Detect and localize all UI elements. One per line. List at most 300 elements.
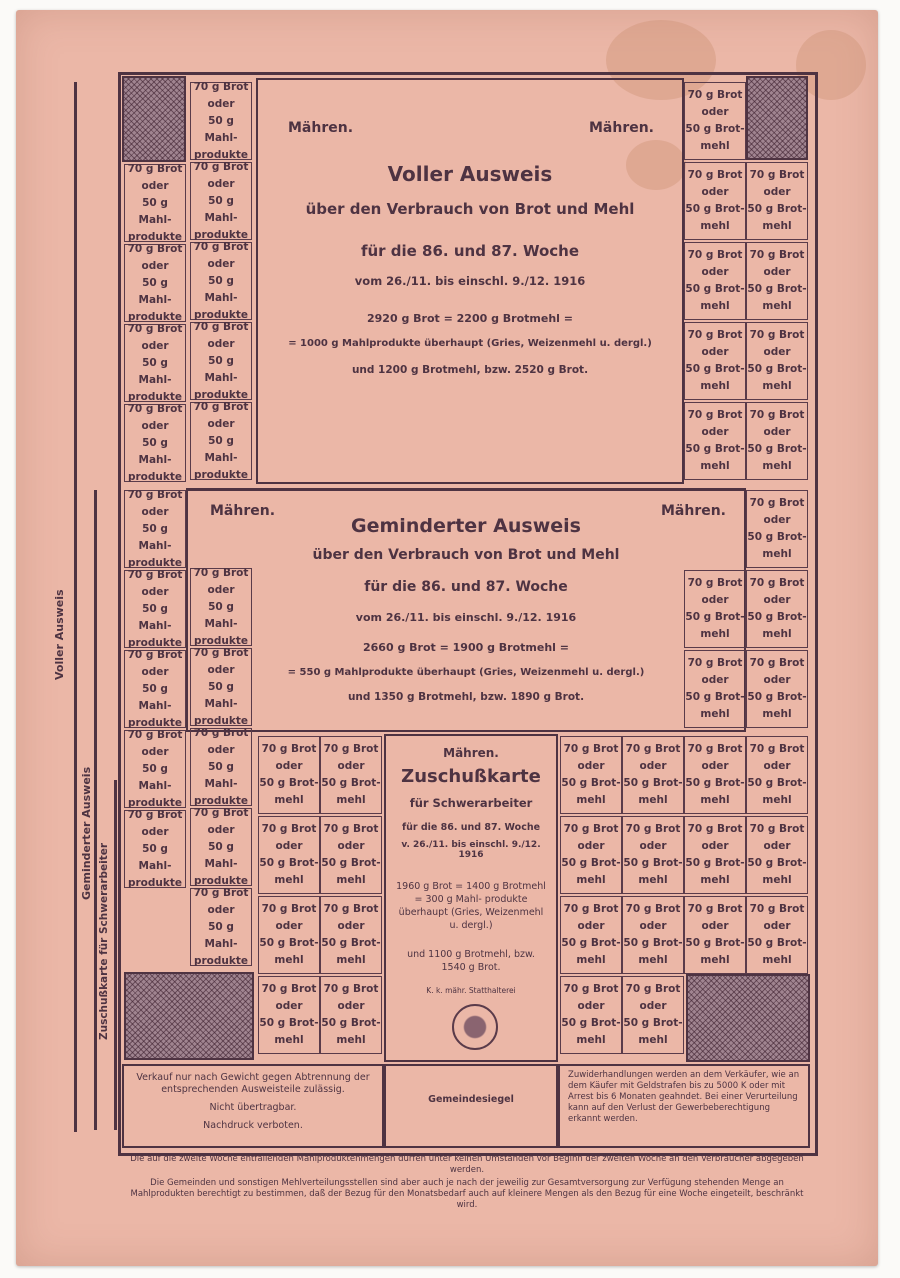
coupon-line: oder [275, 920, 303, 932]
coupon-line: 50 g Brot- [747, 937, 807, 949]
coupon-line: 70 g Brot [323, 743, 379, 755]
coupon-line: 50 g Mahl- [138, 682, 172, 712]
coupon-line: mehl [700, 708, 730, 720]
coupon-line: mehl [700, 300, 730, 312]
hatched-corner-top-left [122, 76, 186, 162]
coupon-line: 70 g Brot [127, 728, 183, 741]
coupon-line: produkte [193, 388, 249, 401]
coupon-line: oder [701, 266, 729, 278]
coupon-line: mehl [762, 954, 792, 966]
coupon-line: oder [141, 339, 169, 352]
coupon-line: 50 g Brot- [685, 777, 745, 789]
coupon-line: oder [701, 760, 729, 772]
footer-municipal-seal [384, 1064, 558, 1148]
coupon-line: mehl [762, 874, 792, 886]
coupon-line: 50 g Brot- [685, 611, 745, 623]
coupon-line: 70 g Brot [749, 329, 805, 341]
coupon-line: 50 g Mahl- [204, 760, 238, 790]
coupon-line: 50 g Mahl- [204, 354, 238, 384]
coupon-line: 70 g Brot [687, 249, 743, 261]
coupon-mehl[interactable] [320, 896, 382, 974]
zuschusskarte-panel [384, 734, 558, 1062]
coupon-line: 70 g Brot [749, 823, 805, 835]
coupon-mehl[interactable] [746, 402, 808, 480]
coupon-line: 50 g Brot- [259, 937, 319, 949]
coupon-line: oder [577, 760, 605, 772]
gemindert-weeks: für die 86. und 87. Woche [364, 579, 568, 595]
coupon-mahl[interactable] [190, 888, 252, 966]
coupon-line: produkte [193, 148, 249, 161]
coupon-mehl[interactable] [258, 896, 320, 974]
coupon-line: oder [577, 840, 605, 852]
coupon-line: oder [763, 266, 791, 278]
coupon-line: 70 g Brot [563, 983, 619, 995]
coupon-mehl[interactable] [684, 650, 746, 728]
coupon-line: 70 g Brot [323, 823, 379, 835]
coupon-line: oder [275, 1000, 303, 1012]
voller-ausweis-panel [256, 78, 684, 484]
coupon-line: 50 g Brot- [747, 203, 807, 215]
coupon-line: oder [141, 745, 169, 758]
coupon-line: 50 g Mahl- [204, 680, 238, 710]
coupon-line: mehl [274, 794, 304, 806]
coupon-line: mehl [762, 794, 792, 806]
coupon-mehl[interactable] [684, 242, 746, 320]
coupon-line: 50 g Brot- [747, 363, 807, 375]
coupon-line: 50 g Mahl- [204, 274, 238, 304]
spine-label-voller: Voller Ausweis [53, 589, 66, 680]
coupon-mahl[interactable] [124, 404, 186, 482]
penalty-notice-text: Zuwiderhandlungen werden an dem Verkäufer, wie an dem Käufer mit Geldstrafen bis zu 5000 K oder mit Arrest bis 6 Monaten geahndet. Bei einer Verurteilung kann auf den Verlust der Gewerbeberechtigung erkannt werden. [568, 1070, 800, 1124]
coupon-line: oder [763, 674, 791, 686]
coupon-line: 70 g Brot [193, 886, 249, 899]
coupon-line: mehl [700, 140, 730, 152]
coupon-mahl[interactable] [124, 810, 186, 888]
coupon-line: 70 g Brot [127, 808, 183, 821]
coupon-mehl[interactable] [320, 976, 382, 1054]
coupon-line: mehl [762, 220, 792, 232]
coupon-line: oder [207, 663, 235, 676]
coupon-line: oder [337, 840, 365, 852]
coupon-line: produkte [127, 636, 183, 649]
voller-amount-1: 2920 g Brot = 2200 g Brotmehl = [367, 312, 573, 325]
coupon-line: 50 g Brot- [623, 1017, 683, 1029]
coupon-line: 50 g Brot- [747, 283, 807, 295]
coupon-mehl[interactable] [560, 976, 622, 1054]
coupon-mehl[interactable] [684, 896, 746, 974]
coupon-mehl[interactable] [560, 816, 622, 894]
coupon-line: oder [763, 426, 791, 438]
coupon-line: 50 g Brot- [747, 691, 807, 703]
coupon-line: oder [701, 920, 729, 932]
region-label: Mähren. [660, 503, 726, 519]
gemindert-period: vom 26./11. bis einschl. 9./12. 1916 [355, 611, 577, 624]
coupon-line: oder [763, 760, 791, 772]
coupon-line: oder [337, 1000, 365, 1012]
eagle-seal-icon [452, 1004, 498, 1050]
coupon-line: 70 g Brot [193, 646, 249, 659]
coupon-mahl[interactable] [190, 322, 252, 400]
coupon-line: 70 g Brot [193, 726, 249, 739]
coupon-mehl[interactable] [746, 162, 808, 240]
coupon-line: oder [141, 825, 169, 838]
coupon-mehl[interactable] [684, 162, 746, 240]
coupon-line: oder [207, 177, 235, 190]
coupon-line: 50 g Brot- [259, 777, 319, 789]
coupon-line: 50 g Mahl- [204, 840, 238, 870]
footer-sale-terms [122, 1064, 384, 1148]
coupon-mehl[interactable] [258, 736, 320, 814]
region-label: Mähren. [288, 120, 354, 136]
coupon-mehl[interactable] [560, 896, 622, 974]
coupon-line: mehl [576, 1034, 606, 1046]
coupon-line: mehl [762, 548, 792, 560]
coupon-line: 70 g Brot [127, 242, 183, 255]
coupon-mahl[interactable] [124, 244, 186, 322]
coupon-line: 50 g Brot- [685, 203, 745, 215]
bottom-notes [124, 1154, 810, 1211]
coupon-line: 70 g Brot [687, 169, 743, 181]
coupon-line: oder [141, 585, 169, 598]
coupon-line: 70 g Brot [193, 80, 249, 93]
coupon-line: 70 g Brot [323, 983, 379, 995]
coupon-line: oder [639, 760, 667, 772]
coupon-line: 50 g Mahl- [138, 436, 172, 466]
coupon-line: 70 g Brot [687, 823, 743, 835]
coupon-mahl[interactable] [124, 570, 186, 648]
coupon-line: oder [701, 840, 729, 852]
coupon-mehl[interactable] [746, 650, 808, 728]
coupon-line: produkte [127, 876, 183, 889]
coupon-line: 70 g Brot [193, 160, 249, 173]
coupon-line: 70 g Brot [127, 402, 183, 415]
hatched-corner-top-right [746, 76, 808, 160]
coupon-line: oder [763, 920, 791, 932]
coupon-line: 70 g Brot [127, 568, 183, 581]
coupon-line: oder [577, 920, 605, 932]
coupon-mahl[interactable] [190, 808, 252, 886]
coupon-line: 70 g Brot [749, 743, 805, 755]
gemindert-amount-3: und 1350 g Brotmehl, bzw. 1890 g Brot. [347, 691, 585, 703]
zuschuss-subtitle: für Schwerarbeiter [409, 796, 533, 810]
coupon-mehl[interactable] [560, 736, 622, 814]
coupon-line: oder [337, 920, 365, 932]
coupon-line: 50 g Mahl- [138, 842, 172, 872]
region-label: Mähren. [210, 503, 276, 519]
coupon-line: 50 g Brot- [321, 857, 381, 869]
coupon-line: 50 g Brot- [623, 777, 683, 789]
coupon-mehl[interactable] [622, 736, 684, 814]
zuschuss-weeks: für die 86. und 87. Woche [401, 822, 541, 833]
coupon-line: oder [639, 920, 667, 932]
region-label: Mähren. [443, 746, 499, 760]
coupon-line: mehl [336, 954, 366, 966]
coupon-line: 50 g Brot- [685, 857, 745, 869]
coupon-line: oder [701, 426, 729, 438]
coupon-line: oder [639, 1000, 667, 1012]
coupon-line: oder [141, 259, 169, 272]
coupon-line: produkte [127, 230, 183, 243]
coupon-line: produkte [127, 796, 183, 809]
coupon-line: 50 g Brot- [561, 777, 621, 789]
coupon-line: mehl [576, 874, 606, 886]
coupon-mehl[interactable] [746, 490, 808, 568]
coupon-line: oder [763, 594, 791, 606]
coupon-line: 50 g Mahl- [138, 522, 172, 552]
coupon-line: 50 g Brot- [561, 857, 621, 869]
coupon-line: mehl [762, 460, 792, 472]
gemindert-subtitle: über den Verbrauch von Brot und Mehl [312, 547, 620, 563]
coupon-line: produkte [127, 470, 183, 483]
coupon-line: oder [207, 97, 235, 110]
coupon-line: oder [701, 346, 729, 358]
bottom-note-1: Die auf die zweite Woche entfallenden Mahlproduktenmengen dürfen unter keinen Umständen vor Beginn der zweiten Woche an den Verbraucher abgegeben werden. [130, 1154, 804, 1175]
coupon-line: 50 g Brot- [747, 531, 807, 543]
coupon-mahl[interactable] [124, 650, 186, 728]
sale-terms-text: Verkauf nur nach Gewicht gegen Abtrennung der entsprechenden Ausweisteile zulässig. [136, 1072, 370, 1095]
coupon-line: 50 g Brot- [685, 691, 745, 703]
coupon-line: 50 g Brot- [747, 611, 807, 623]
coupon-line: 50 g Brot- [685, 937, 745, 949]
coupon-line: mehl [700, 794, 730, 806]
coupon-mehl[interactable] [684, 736, 746, 814]
zuschuss-amounts: 1960 g Brot = 1400 g Brotmehl = 300 g Mahl- produkte überhaupt (Gries, Weizenmehl u. dergl.) [396, 881, 546, 931]
coupon-mehl[interactable] [746, 816, 808, 894]
coupon-line: 50 g Brot- [321, 937, 381, 949]
coupon-line: oder [207, 903, 235, 916]
coupon-line: 70 g Brot [687, 329, 743, 341]
municipal-seal-label: Gemeindesiegel [428, 1094, 514, 1105]
coupon-mehl[interactable] [746, 736, 808, 814]
voller-title: Voller Ausweis [387, 162, 553, 186]
coupon-line: 70 g Brot [625, 983, 681, 995]
coupon-line: mehl [638, 954, 668, 966]
spine-line-1 [74, 82, 77, 1132]
coupon-line: 50 g Brot- [685, 283, 745, 295]
coupon-line: mehl [700, 874, 730, 886]
coupon-line: mehl [576, 954, 606, 966]
coupon-line: produkte [193, 308, 249, 321]
coupon-mahl[interactable] [124, 164, 186, 242]
coupon-line: 70 g Brot [127, 322, 183, 335]
coupon-line: mehl [576, 794, 606, 806]
coupon-line: 50 g Brot- [685, 363, 745, 375]
coupon-line: 50 g Brot- [685, 123, 745, 135]
region-label: Mähren. [588, 120, 654, 136]
coupon-line: 70 g Brot [193, 320, 249, 333]
coupon-line: produkte [193, 228, 249, 241]
coupon-mahl[interactable] [190, 728, 252, 806]
coupon-line: oder [207, 583, 235, 596]
coupon-mehl[interactable] [622, 896, 684, 974]
hatched-block-bottom-right [686, 974, 810, 1062]
coupon-line: 70 g Brot [749, 657, 805, 669]
voller-subtitle: über den Verbrauch von Brot und Mehl [305, 200, 635, 218]
coupon-mehl[interactable] [258, 976, 320, 1054]
coupon-line: mehl [274, 954, 304, 966]
coupon-line: produkte [193, 874, 249, 887]
coupon-line: 50 g Brot- [747, 857, 807, 869]
coupon-line: oder [639, 840, 667, 852]
coupon-line: 70 g Brot [193, 806, 249, 819]
coupon-mahl[interactable] [190, 648, 252, 726]
coupon-mahl[interactable] [190, 82, 252, 160]
coupon-line: 70 g Brot [687, 89, 743, 101]
coupon-line: 50 g Brot- [561, 1017, 621, 1029]
coupon-line: 70 g Brot [261, 983, 317, 995]
coupon-line: 50 g Mahl- [138, 762, 172, 792]
coupon-line: oder [141, 419, 169, 432]
coupon-line: oder [275, 760, 303, 772]
coupon-line: 50 g Brot- [561, 937, 621, 949]
coupon-mahl[interactable] [190, 162, 252, 240]
coupon-mehl[interactable] [746, 896, 808, 974]
coupon-line: oder [577, 1000, 605, 1012]
coupon-line: 50 g Brot- [259, 857, 319, 869]
coupon-mehl[interactable] [622, 816, 684, 894]
coupon-line: produkte [193, 794, 249, 807]
coupon-mahl[interactable] [124, 730, 186, 808]
coupon-line: 50 g Brot- [747, 443, 807, 455]
coupon-line: 70 g Brot [749, 249, 805, 261]
coupon-mehl[interactable] [320, 736, 382, 814]
coupon-mehl[interactable] [258, 816, 320, 894]
coupon-line: produkte [127, 390, 183, 403]
coupon-line: mehl [762, 300, 792, 312]
spine-line-3 [114, 780, 117, 1130]
coupon-line: oder [207, 823, 235, 836]
coupon-line: mehl [700, 628, 730, 640]
coupon-mehl[interactable] [684, 82, 746, 160]
coupon-line: mehl [762, 380, 792, 392]
coupon-line: oder [207, 743, 235, 756]
coupon-line: oder [763, 514, 791, 526]
coupon-line: oder [763, 186, 791, 198]
coupon-line: oder [701, 186, 729, 198]
coupon-line: mehl [336, 1034, 366, 1046]
coupon-mehl[interactable] [746, 242, 808, 320]
coupon-mahl[interactable] [190, 242, 252, 320]
coupon-mahl[interactable] [190, 402, 252, 480]
coupon-line: mehl [638, 1034, 668, 1046]
coupon-line: 50 g Brot- [321, 1017, 381, 1029]
coupon-line: produkte [127, 556, 183, 569]
coupon-line: 70 g Brot [261, 743, 317, 755]
coupon-line: 70 g Brot [323, 903, 379, 915]
coupon-line: 70 g Brot [127, 162, 183, 175]
coupon-line: mehl [762, 708, 792, 720]
footer-penalty-notice [558, 1064, 810, 1148]
zuschuss-title: Zuschußkarte [401, 766, 541, 787]
coupon-line: 70 g Brot [261, 903, 317, 915]
coupon-line: 70 g Brot [687, 743, 743, 755]
coupon-line: 50 g Brot- [623, 857, 683, 869]
coupon-line: 50 g Mahl- [204, 434, 238, 464]
coupon-mahl[interactable] [190, 568, 252, 646]
coupon-line: produkte [193, 954, 249, 967]
coupon-line: mehl [700, 220, 730, 232]
coupon-line: 70 g Brot [749, 409, 805, 421]
coupon-line: mehl [274, 874, 304, 886]
coupon-line: 70 g Brot [749, 903, 805, 915]
coupon-line: 70 g Brot [563, 743, 619, 755]
coupon-line: oder [141, 665, 169, 678]
coupon-line: 70 g Brot [625, 823, 681, 835]
coupon-line: 50 g Brot- [259, 1017, 319, 1029]
coupon-mehl[interactable] [320, 816, 382, 894]
coupon-line: mehl [336, 794, 366, 806]
hatched-block-bottom-left [124, 972, 254, 1060]
coupon-mehl[interactable] [684, 570, 746, 648]
coupon-line: 70 g Brot [127, 488, 183, 501]
voller-amount-3: und 1200 g Brotmehl, bzw. 2520 g Brot. [351, 364, 589, 376]
coupon-line: produkte [193, 634, 249, 647]
coupon-line: 70 g Brot [687, 903, 743, 915]
coupon-line: 50 g Mahl- [204, 114, 238, 144]
coupon-mehl[interactable] [746, 570, 808, 648]
coupon-mahl[interactable] [124, 490, 186, 568]
coupon-line: 70 g Brot [563, 903, 619, 915]
coupon-line: produkte [193, 714, 249, 727]
coupon-line: mehl [336, 874, 366, 886]
coupon-mehl[interactable] [684, 402, 746, 480]
coupon-line: 50 g Mahl- [204, 194, 238, 224]
coupon-line: oder [141, 505, 169, 518]
coupon-line: produkte [127, 716, 183, 729]
coupon-line: oder [207, 337, 235, 350]
coupon-line: oder [207, 417, 235, 430]
coupon-line: 50 g Mahl- [138, 602, 172, 632]
gemindert-amount-1: 2660 g Brot = 1900 g Brotmehl = [363, 641, 569, 654]
coupon-line: oder [337, 760, 365, 772]
coupon-line: 50 g Mahl- [204, 600, 238, 630]
coupon-line: 50 g Brot- [623, 937, 683, 949]
coupon-line: 70 g Brot [687, 577, 743, 589]
coupon-line: mehl [638, 794, 668, 806]
coupon-line: 70 g Brot [193, 566, 249, 579]
spine-label-gemindert: Geminderter Ausweis [80, 766, 93, 900]
coupon-line: mehl [762, 628, 792, 640]
coupon-mehl[interactable] [684, 322, 746, 400]
coupon-line: 50 g Brot- [747, 777, 807, 789]
coupon-line: oder [763, 346, 791, 358]
gemindert-title: Geminderter Ausweis [351, 515, 581, 537]
coupon-line: mehl [700, 380, 730, 392]
coupon-line: produkte [127, 310, 183, 323]
coupon-line: oder [701, 594, 729, 606]
coupon-mahl[interactable] [124, 324, 186, 402]
coupon-line: 50 g Mahl- [138, 276, 172, 306]
coupon-line: 70 g Brot [749, 169, 805, 181]
coupon-mehl[interactable] [684, 816, 746, 894]
coupon-line: 70 g Brot [193, 400, 249, 413]
bottom-note-2: Die Gemeinden und sonstigen Mehlverteilungsstellen sind aber auch je nach der jeweilig zur Gesamtversorgung zur Verfügung stehenden Menge an Mahlprodukten berechtigt zu bestimmen, daß der Bezug für den Monatsbedarf auch auf kleinere Mengen als den Bezug für eine Woche eingeteilt, beschränkt wird. [130, 1178, 804, 1210]
coupon-line: 70 g Brot [127, 648, 183, 661]
zuschuss-period: v. 26./11. bis einschl. 9./12. 1916 [401, 840, 541, 860]
gemindert-amount-2: = 550 g Mahlprodukte überhaupt (Gries, Weizenmehl u. dergl.) [287, 667, 645, 678]
coupon-line: 70 g Brot [749, 497, 805, 509]
coupon-line: 70 g Brot [687, 657, 743, 669]
coupon-mehl[interactable] [746, 322, 808, 400]
geminderter-ausweis-panel [186, 488, 746, 732]
coupon-line: 70 g Brot [625, 743, 681, 755]
coupon-line: oder [207, 257, 235, 270]
voller-amount-2: = 1000 g Mahlprodukte überhaupt (Gries, Weizenmehl u. dergl.) [288, 338, 652, 349]
coupon-mehl[interactable] [622, 976, 684, 1054]
coupon-line: 50 g Mahl- [138, 356, 172, 386]
coupon-line: produkte [193, 468, 249, 481]
coupon-line: 70 g Brot [687, 409, 743, 421]
